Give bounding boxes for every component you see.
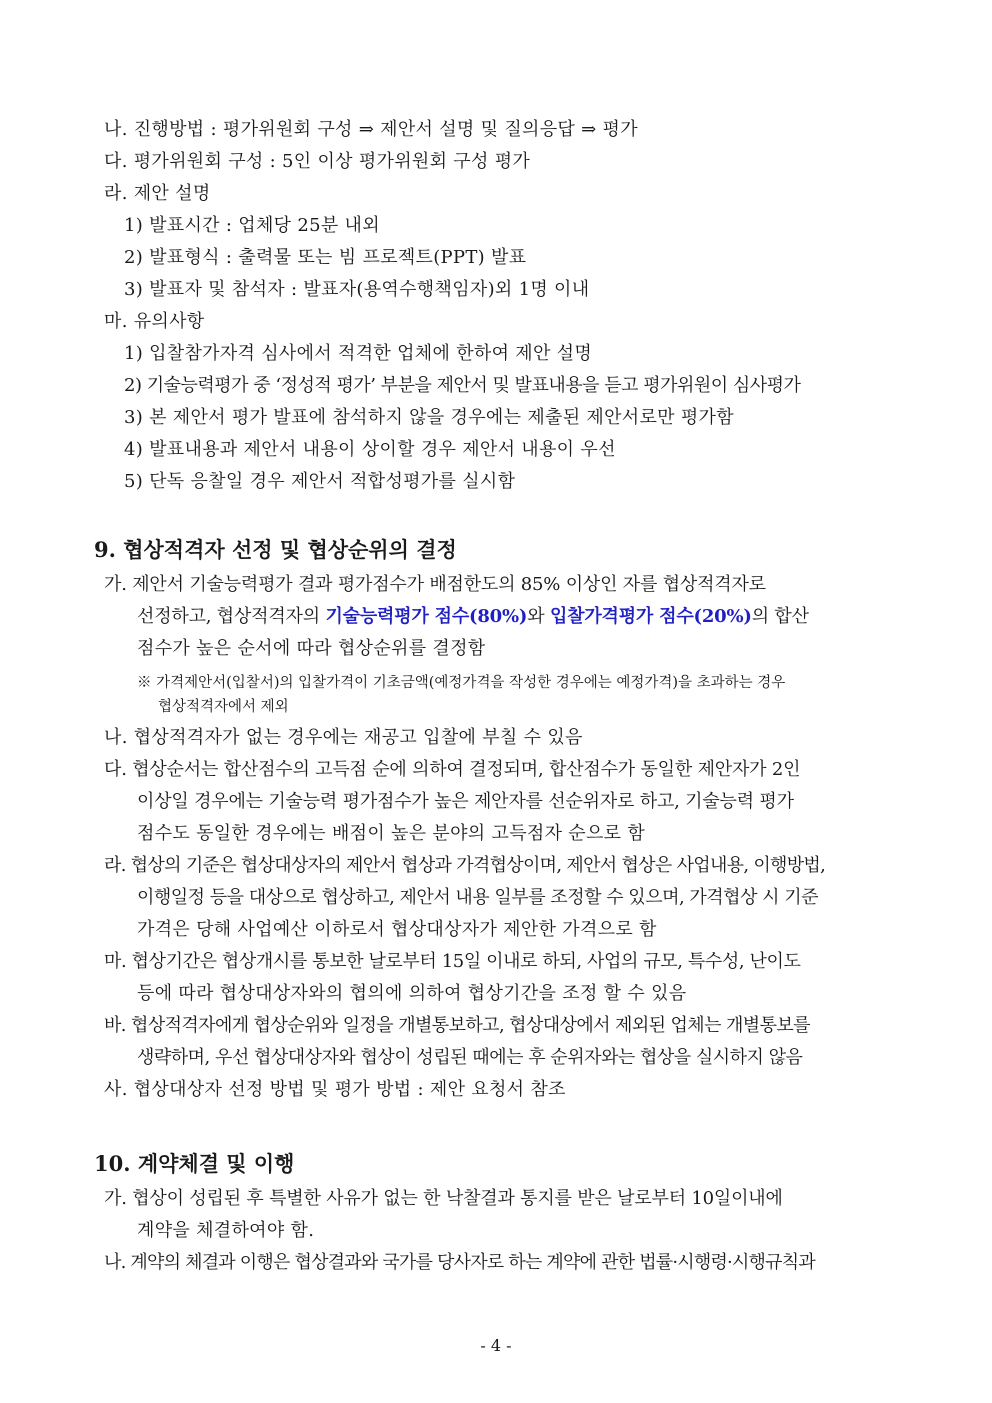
- section10-heading: 10. 계약체결 및 이행: [94, 1151, 295, 1176]
- section9-ma-line1: 마. 협상기간은 협상개시를 통보한 날로부터 15일 이내로 하되, 사업의 규모, 특수성, 난이도: [104, 951, 801, 972]
- section9-ga-line2-pre: 선정하고, 협상적격자의: [137, 606, 326, 627]
- tech-score-highlight: 기술능력평가 점수(80%): [325, 606, 528, 627]
- section9-ga-line2-mid: 와: [527, 606, 550, 627]
- section10-ga-line1: 가. 협상이 성립된 후 특별한 사유가 없는 한 낙찰결과 통지를 받은 날로부터 10일이내에: [104, 1188, 783, 1209]
- intro-line-ra-1: 1) 발표시간 : 업체당 25분 내외: [124, 215, 380, 236]
- section9-ra-line2: 이행일정 등을 대상으로 협상하고, 제안서 내용 일부를 조정할 수 있으며, 가격협상 시 기준: [137, 887, 819, 908]
- intro-line-ma: 마. 유의사항: [104, 311, 205, 332]
- intro-line-ra: 라. 제안 설명: [104, 183, 211, 204]
- intro-line-ma-3: 3) 본 제안서 평가 발표에 참석하지 않을 경우에는 제출된 제안서로만 평가함: [124, 407, 734, 428]
- section9-ma-line2: 등에 따라 협상대상자와의 협의에 의하여 협상기간을 조정 할 수 있음: [137, 983, 687, 1004]
- intro-line-ra-2: 2) 발표형식 : 출력물 또는 빔 프로젝트(PPT) 발표: [124, 247, 527, 268]
- intro-line-da: 다. 평가위원회 구성 : 5인 이상 평가위원회 구성 평가: [104, 151, 531, 172]
- section9-ba-line1: 바. 협상적격자에게 협상순위와 일정을 개별통보하고, 협상대상에서 제외된 업체는 개별통보를: [104, 1015, 810, 1036]
- intro-line-na: 나. 진행방법 : 평가위원회 구성 ⇒ 제안서 설명 및 질의응답 ⇒ 평가: [104, 119, 638, 140]
- section9-note-line2: 협상적격자에서 제외: [158, 699, 289, 715]
- intro-line-ma-2: 2) 기술능력평가 중 ‘정성적 평가’ 부분을 제안서 및 발표내용을 듣고 평가위원이 심사평가: [124, 375, 801, 396]
- intro-line-ma-1: 1) 입찰참가자격 심사에서 적격한 업체에 한하여 제안 설명: [124, 343, 593, 364]
- intro-line-ma-5: 5) 단독 응찰일 경우 제안서 적합성평가를 실시함: [124, 471, 516, 492]
- section9-heading: 9. 협상적격자 선정 및 협상순위의 결정: [94, 537, 457, 562]
- section9-ga-line3: 점수가 높은 순서에 따라 협상순위를 결정함: [137, 638, 486, 659]
- intro-line-ma-4: 4) 발표내용과 제안서 내용이 상이할 경우 제안서 내용이 우선: [124, 439, 616, 460]
- section10-na-line1: 나. 계약의 체결과 이행은 협상결과와 국가를 당사자로 하는 계약에 관한 법률·시행령·시행규칙과: [104, 1252, 815, 1273]
- section9-ga-line2: [137, 604, 809, 630]
- section9-da-line1: 다. 협상순서는 합산점수의 고득점 순에 의하여 결정되며, 합산점수가 동일한 제안자가 2인: [104, 759, 801, 780]
- section9-da-line3: 점수도 동일한 경우에는 배점이 높은 분야의 고득점자 순으로 함: [137, 823, 646, 844]
- section9-ba-line2: 생략하며, 우선 협상대상자와 협상이 성립된 때에는 후 순위자와는 협상을 실시하지 않음: [137, 1047, 803, 1068]
- section9-ga-line2-post: 의 합산: [751, 606, 809, 627]
- section9-ra-line3: 가격은 당해 사업예산 이하로서 협상대상자가 제안한 가격으로 함: [137, 919, 657, 940]
- intro-line-ra-3: 3) 발표자 및 참석자 : 발표자(용역수행책임자)외 1명 이내: [124, 279, 590, 300]
- price-score-highlight: 입찰가격평가 점수(20%): [549, 606, 752, 627]
- section9-ga-line1: 가. 제안서 기술능력평가 결과 평가점수가 배점한도의 85% 이상인 자를 협상적격자로: [104, 574, 766, 595]
- section9-note-line1: ※ 가격제안서(입찰서)의 입찰가격이 기초금액(예정가격을 작성한 경우에는 예정가격)을 초과하는 경우: [137, 675, 786, 691]
- page-number: - 4 -: [480, 1336, 512, 1355]
- section9-da-line2: 이상일 경우에는 기술능력 평가점수가 높은 제안자를 선순위자로 하고, 기술능력 평가: [137, 791, 794, 812]
- section10-ga-line2: 계약을 체결하여야 함.: [137, 1220, 315, 1241]
- section9-ra-line1: 라. 협상의 기준은 협상대상자의 제안서 협상과 가격협상이며, 제안서 협상은 사업내용, 이행방법,: [104, 855, 826, 876]
- section9-na: 나. 협상적격자가 없는 경우에는 재공고 입찰에 부칠 수 있음: [104, 727, 583, 748]
- section9-sa: 사. 협상대상자 선정 방법 및 평가 방법 : 제안 요청서 참조: [104, 1079, 566, 1100]
